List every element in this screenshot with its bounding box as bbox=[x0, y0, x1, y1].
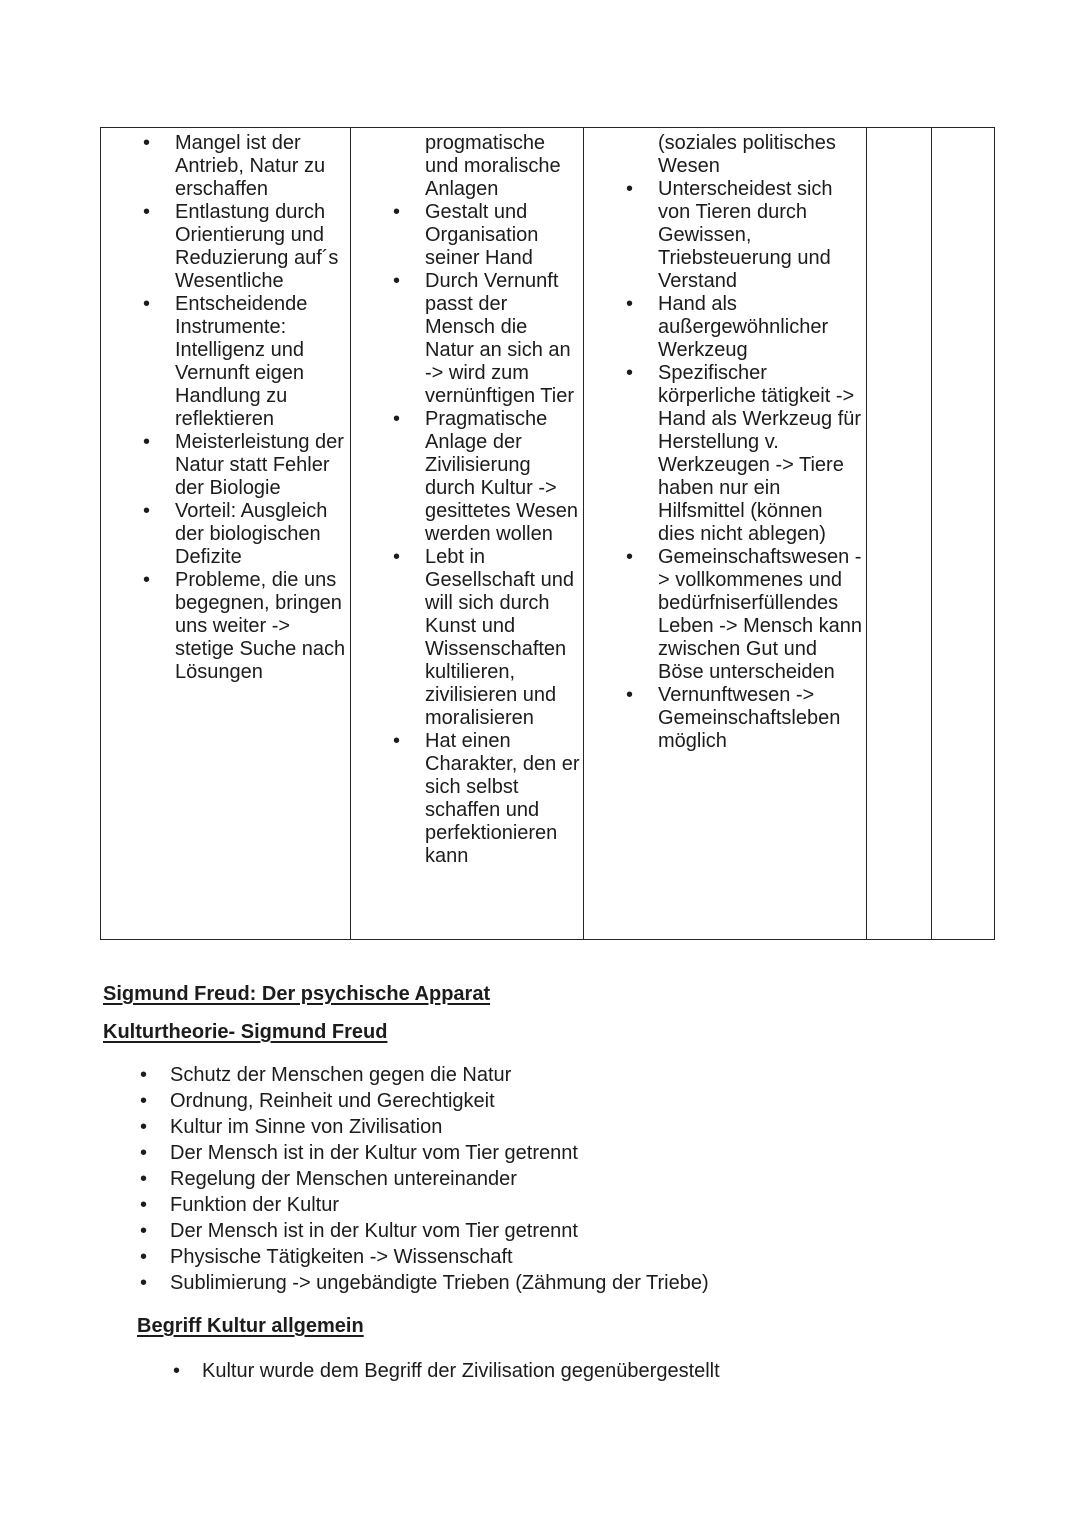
list-item-text: Meisterleistung der Natur statt Fehler der Biologie bbox=[175, 431, 344, 499]
list-item bbox=[101, 500, 348, 569]
bullet-icon: • bbox=[140, 1064, 148, 1086]
begriff-bullet-list bbox=[103, 1358, 1013, 1384]
cell-lead-text: progmatische und moralische Anlagen bbox=[425, 132, 561, 200]
list-item bbox=[103, 1114, 1013, 1140]
cell-lead-text: (soziales politisches Wesen bbox=[658, 132, 836, 177]
bullet-icon: • bbox=[393, 270, 401, 292]
list-item bbox=[103, 1062, 1013, 1088]
bullet-icon: • bbox=[626, 546, 634, 568]
list-item-text: Entscheidende Instrumente: Intelligenz und Vernunft eigen Handlung zu reflektieren bbox=[175, 293, 308, 430]
notes-table bbox=[100, 127, 995, 940]
list-item bbox=[103, 1088, 1013, 1114]
list-item bbox=[101, 431, 348, 500]
list-item-text: Durch Vernunft passt der Mensch die Natur an sich an -> wird zum vernünftigen Tier bbox=[425, 270, 574, 407]
list-item-text: Kultur im Sinne von Zivilisation bbox=[170, 1116, 443, 1138]
list-item bbox=[584, 178, 864, 293]
list-item-text: Gestalt und Organisation seiner Hand bbox=[425, 201, 539, 269]
list-item-text: Pragmatische Anlage der Zivilisierung durch Kultur -> gesittetes Wesen werden wollen bbox=[425, 408, 579, 545]
begriff-heading: Begriff Kultur allgemein bbox=[137, 1315, 364, 1337]
list-item bbox=[101, 201, 348, 293]
list-item-text: Mangel ist der Antrieb, Natur zu erschaffen bbox=[175, 132, 326, 200]
list-item bbox=[103, 1166, 1013, 1192]
list-item bbox=[103, 1270, 1013, 1296]
bullet-icon: • bbox=[393, 730, 401, 752]
bullet-icon: • bbox=[140, 1142, 148, 1164]
list-item-text: Lebt in Gesellschaft und will sich durch Kunst und Wissenschaften kultilieren, zivilisieren und moralisieren bbox=[425, 546, 574, 729]
list-item bbox=[584, 293, 864, 362]
list-item-text: Der Mensch ist in der Kultur vom Tier getrennt bbox=[170, 1142, 578, 1164]
bullet-icon: • bbox=[140, 1116, 148, 1138]
bullet-icon: • bbox=[140, 1194, 148, 1216]
list-item bbox=[584, 546, 864, 684]
list-item bbox=[351, 730, 581, 868]
table-cell-column-2 bbox=[351, 128, 584, 940]
bullet-icon: • bbox=[143, 201, 151, 223]
list-item-text: Regelung der Menschen untereinander bbox=[170, 1168, 517, 1190]
list-item bbox=[103, 1140, 1013, 1166]
list-item-text: Ordnung, Reinheit und Gerechtigkeit bbox=[170, 1090, 495, 1112]
bullet-icon: • bbox=[143, 500, 151, 522]
list-item-text: Spezifischer körperliche tätigkeit -> Hand als Werkzeug für Herstellung v. Werkzeugen -> Tiere haben nur ein Hilfsmittel (können dies nicht ablegen) bbox=[658, 362, 862, 545]
bullet-icon: • bbox=[173, 1360, 181, 1382]
list-item-text: Gemeinschaftswesen -> vollkommenes und bedürfniserfüllendes Leben -> Mensch kann zwischen Gut und Böse unterscheiden bbox=[658, 546, 863, 683]
list-item bbox=[584, 362, 864, 546]
list-item bbox=[101, 569, 348, 684]
cell-bullet-list-3 bbox=[584, 178, 864, 753]
bullet-icon: • bbox=[626, 362, 634, 384]
bullet-icon: • bbox=[143, 569, 151, 591]
list-item-text: Hat einen Charakter, den er sich selbst schaffen und perfektionieren kann bbox=[425, 730, 580, 867]
list-item-text: Hand als außergewöhnlicher Werkzeug bbox=[658, 293, 829, 361]
list-item-text: Physische Tätigkeiten -> Wissenschaft bbox=[170, 1246, 513, 1268]
cell-bullet-list-1 bbox=[101, 132, 348, 684]
bullet-icon: • bbox=[626, 684, 634, 706]
list-item-text: Vorteil: Ausgleich der biologischen Defizite bbox=[175, 500, 328, 568]
table-row bbox=[101, 128, 995, 940]
bullet-icon: • bbox=[140, 1090, 148, 1112]
bullet-icon: • bbox=[626, 293, 634, 315]
list-item bbox=[584, 684, 864, 753]
bullet-icon: • bbox=[393, 201, 401, 223]
list-item bbox=[101, 293, 348, 431]
list-item bbox=[103, 1218, 1013, 1244]
list-item bbox=[101, 132, 348, 201]
bullet-icon: • bbox=[140, 1272, 148, 1294]
list-item bbox=[103, 1358, 1013, 1384]
table-cell-column-4-empty bbox=[867, 128, 932, 940]
list-item-text: Unterscheidest sich von Tieren durch Gewissen, Triebsteuerung und Verstand bbox=[658, 178, 833, 292]
freud-heading: Sigmund Freud: Der psychische Apparat bbox=[103, 983, 491, 1005]
list-item-text: Kultur wurde dem Begriff der Zivilisation gegenübergestellt bbox=[202, 1360, 720, 1382]
cell-bullet-list-2 bbox=[351, 201, 581, 868]
bullet-icon: • bbox=[393, 408, 401, 430]
list-item-text: Sublimierung -> ungebändigte Trieben (Zähmung der Triebe) bbox=[170, 1272, 709, 1294]
bullet-icon: • bbox=[143, 132, 151, 154]
list-item-text: Schutz der Menschen gegen die Natur bbox=[170, 1064, 512, 1086]
list-item bbox=[351, 408, 581, 546]
bullet-icon: • bbox=[140, 1168, 148, 1190]
kulturtheorie-bullet-list bbox=[103, 1062, 1013, 1296]
list-item bbox=[103, 1244, 1013, 1270]
list-item bbox=[103, 1192, 1013, 1218]
list-item-text: Probleme, die uns begegnen, bringen uns weiter -> stetige Suche nach Lösungen bbox=[175, 569, 346, 683]
list-item-text: Vernunftwesen -> Gemeinschaftsleben möglich bbox=[658, 684, 841, 752]
text-sections bbox=[103, 982, 1013, 1384]
list-item bbox=[351, 201, 581, 270]
list-item-text: Entlastung durch Orientierung und Reduzierung auf´s Wesentliche bbox=[175, 201, 339, 292]
table-cell-column-5-empty bbox=[932, 128, 995, 940]
list-item bbox=[351, 546, 581, 730]
bullet-icon: • bbox=[140, 1220, 148, 1242]
bullet-icon: • bbox=[143, 293, 151, 315]
bullet-icon: • bbox=[143, 431, 151, 453]
kulturtheorie-heading: Kulturtheorie- Sigmund Freud bbox=[103, 1021, 388, 1043]
list-item-text: Funktion der Kultur bbox=[170, 1194, 339, 1216]
list-item bbox=[351, 270, 581, 408]
list-item-text: Der Mensch ist in der Kultur vom Tier getrennt bbox=[170, 1220, 578, 1242]
table-cell-column-3 bbox=[584, 128, 867, 940]
bullet-icon: • bbox=[626, 178, 634, 200]
bullet-icon: • bbox=[140, 1246, 148, 1268]
bullet-icon: • bbox=[393, 546, 401, 568]
table-cell-column-1 bbox=[101, 128, 351, 940]
